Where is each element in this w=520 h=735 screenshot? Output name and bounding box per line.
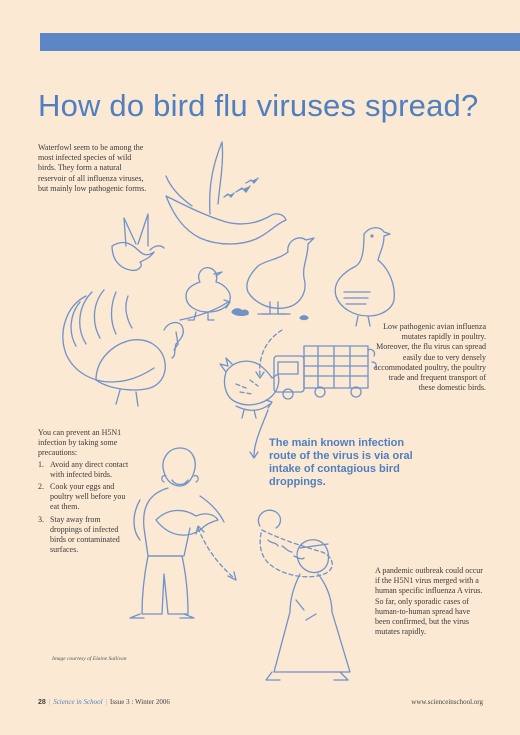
flying-goose-icon [166,142,286,244]
man-with-bird-icon [130,448,224,618]
footer-url[interactable]: www.scienceinschool.org [411,698,483,706]
turkey-icon [63,290,183,406]
list-item: 1. Avoid any direct contact with infected birds. [38,459,129,479]
infection-route-highlight: The main known infection route of the virus is via oral intake of contagious bird droppings. [269,437,413,488]
arrows-icon [180,300,282,580]
footer-left: 28 | Science in School | Issue 3 : Winter 2006 [38,698,170,706]
waterfowl-text: Waterfowl seem to be among the most infected species of wild birds. They form a natural reservoir of all influenza viruses, but mainly low pathogenic forms. [38,143,147,193]
issue-info: Issue 3 : Winter 2006 [109,698,170,706]
page-title: How do bird flu viruses spread? [38,88,479,123]
standing-goose-icon [335,228,394,326]
pandemic-text: A pandemic outbreak could occur if the H5N1 virus merged with a human specific influenza A virus. So far, only sporadic cases of human-to-human spread have been confirmed, but the virus mutates rapidly. [375,566,483,637]
magazine-name: Science in School [53,698,103,706]
chicken-icon [220,358,279,418]
flying-duck-icon [112,214,164,270]
list-item: 2. Cook your eggs and poultry well before you eat them. [38,482,126,512]
list-item: 3. Stay away from droppings of infected birds or contaminated surfaces. [38,514,120,555]
prevention-intro: You can prevent an H5N1 infection by taking some precautions: [38,428,122,458]
page-number: 28 [38,699,46,706]
goose-icon [247,238,314,314]
image-credit: Image courtesy of Elaine Sullivan [52,656,127,662]
poultry-text: Low pathogenic avian influenza mutates rapidly in poultry. Moreover, the flu virus can spread easily due to very densely accommodated poultry, the poultry trade and frequent transport of these domestic birds. [374,322,486,393]
flying-birds-icon [224,178,258,197]
poultry-truck-icon [274,346,376,399]
woman-with-child-icon [258,510,350,680]
